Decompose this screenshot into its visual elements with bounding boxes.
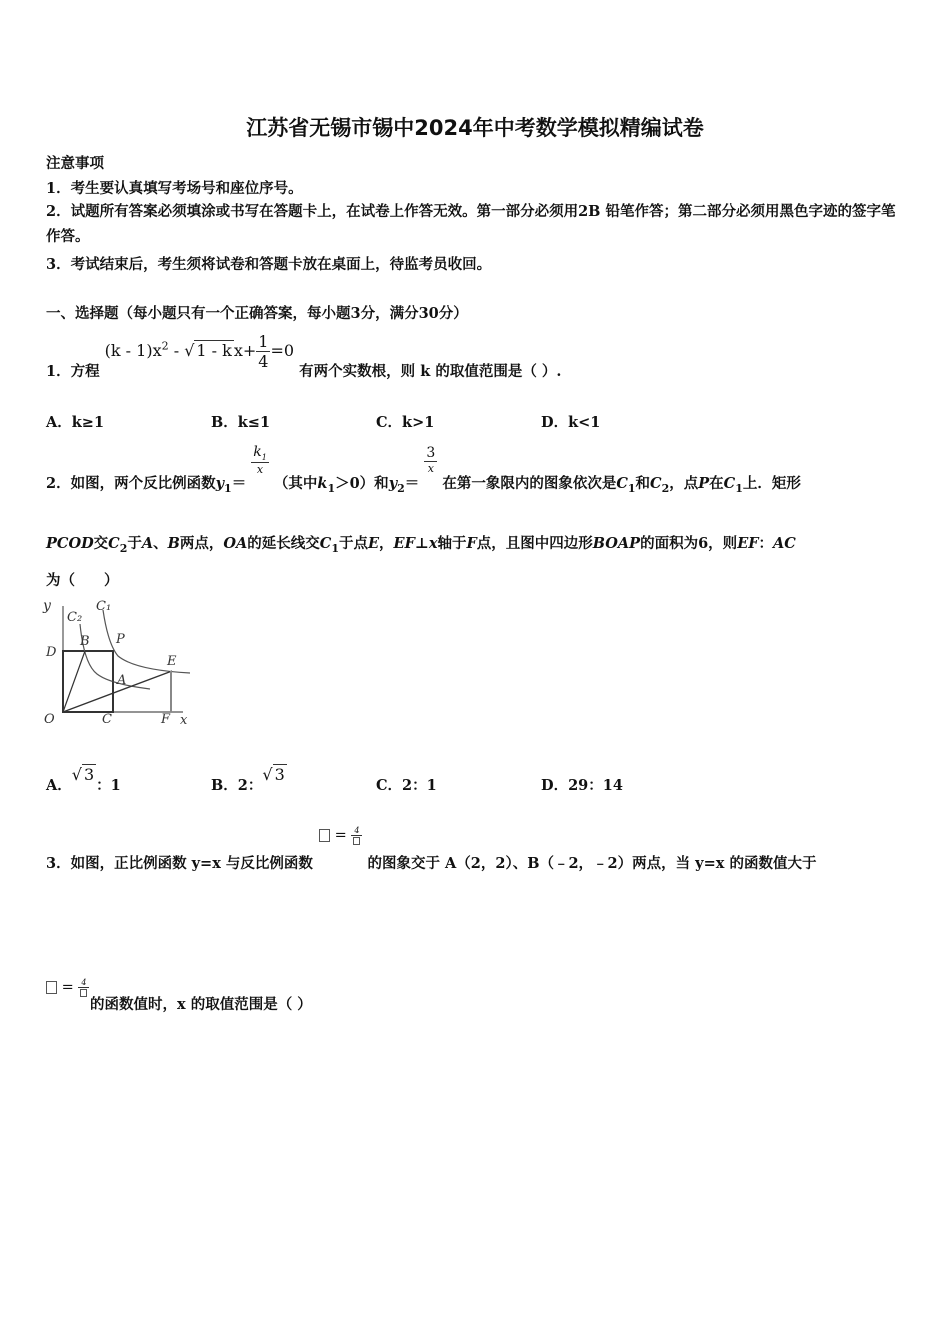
q1-suffix: 有两个实数根，则 k 的取值范围是（ ）.	[299, 363, 562, 380]
q2-option-a: A．√ 3：1	[46, 765, 121, 794]
label-b: B	[80, 634, 90, 649]
q2-option-c: C．2：1	[376, 777, 437, 794]
label-c1: C₁	[96, 599, 112, 614]
label-c2: C₂	[67, 610, 83, 625]
q2-figure	[40, 594, 195, 729]
notice-item-3: 3．考试结束后，考生须将试卷和答题卡放在桌面上，待监考员收回。	[46, 256, 492, 273]
page-title: 江苏省无锡市锡中2024年中考数学模拟精编试卷	[246, 116, 704, 140]
q2-option-d: D．29：14	[541, 777, 623, 794]
q1-option-d: D．k<1	[541, 414, 601, 431]
label-c: C	[102, 712, 112, 727]
q1-option-c: C．k>1	[376, 414, 435, 431]
q3-function-frac: = 4	[319, 826, 362, 845]
label-e: E	[167, 654, 177, 669]
q2-option-b: B．2：√ 3	[211, 765, 285, 794]
label-y: y	[43, 598, 51, 614]
question-2-line-3: 为（ ）	[46, 572, 119, 589]
notice-item-1: 1．考生要认真填写考场号和座位序号。	[46, 180, 303, 197]
question-2-line-2: PCOD交$C_2$于A、B两点，OA的延长线交$C_1$于点E，EF⊥x轴于F点，且图中四边形BOAP的面积为6，则EF：AC	[46, 535, 796, 555]
q2-frac-k1-x: $\frac{k_1}{x}$	[253, 444, 267, 476]
q1-prefix: 1．方程	[46, 363, 100, 380]
label-d: D	[46, 645, 57, 660]
question-2-line-1: 2．如图，两个反比例函数$y_1=$ $\frac{k_1}{x}$ （其中$k_1>0$）和$y_2=$ $\frac{3}{x}$ 在第一象限内的图象依次是$C_1$和$C_2$，点P在$C_1$上．矩形	[46, 444, 801, 495]
q2-frac-3-x: $\frac{3}{x}$	[426, 444, 436, 475]
label-p: P	[116, 632, 125, 647]
question-3-line-2: = 4 的函数值时，x 的取值范围是（ ）	[46, 978, 312, 1014]
q1-option-a: A．k≥1	[46, 414, 105, 431]
q1-equation: $(k - 1)x^2$ - √ 1 - k x+ $\frac{1}{4}$ =0	[104, 332, 295, 371]
label-a: A	[117, 673, 127, 688]
q3-function-frac-2: = 4	[46, 978, 312, 997]
section-heading: 一、选择题（每小题只有一个正确答案，每小题3分，满分30分）	[46, 305, 468, 322]
notice-heading: 注意事项	[46, 155, 104, 172]
question-1	[46, 332, 562, 380]
label-f: F	[161, 712, 171, 727]
label-x: x	[180, 713, 188, 728]
label-o: O	[44, 712, 55, 727]
question-3-line-1: 3．如图，正比例函数 y=x 与反比例函数 = 4 的图象交于 A（2，2）、B（﹣2，﹣2）两点，当 y=x 的函数值大于	[46, 826, 817, 872]
notice-item-2: 2．试题所有答案必须填涂或书写在答题卡上，在试卷上作答无效。第一部分必须用2B 铅笔作答；第二部分必须用黑色字迹的签字笔作答。	[46, 203, 896, 245]
q1-option-b: B．k≤1	[211, 414, 271, 431]
